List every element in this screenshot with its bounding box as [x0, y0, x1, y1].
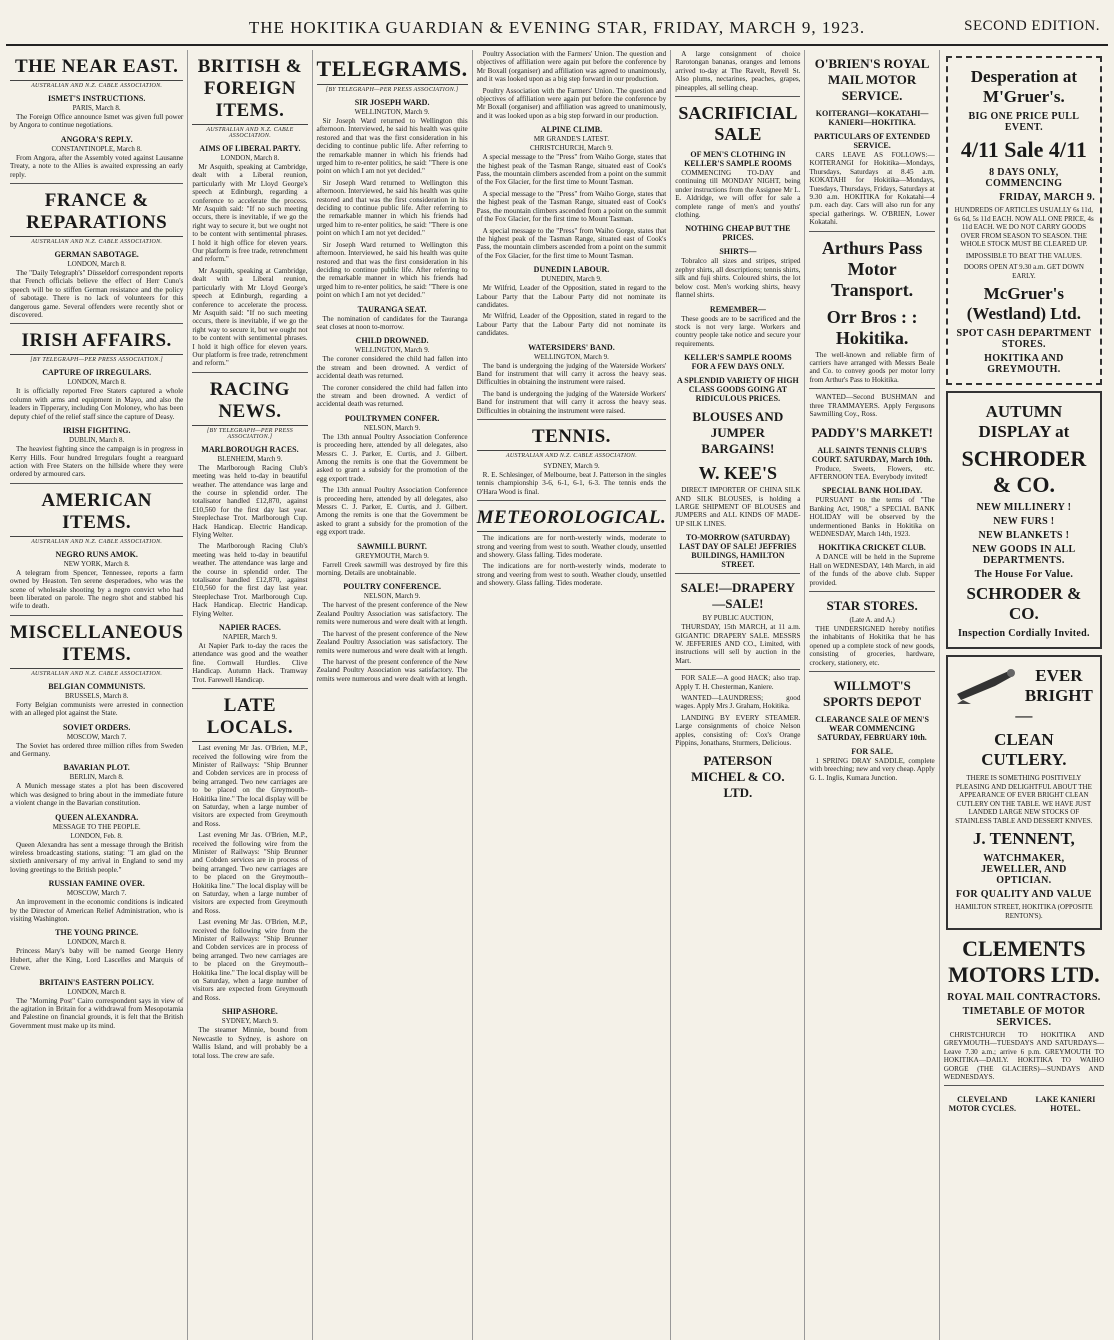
- ad-body: CHRISTCHURCH TO HOKITIKA AND GREYMOUTH—TUESDAYS AND SATURDAYS—Leave 7.30 a.m.; arrive 6 p.m. GREYMOUTH TO HOKITIKA—DAILY. HOKITIKA TO WAIHO GORGE (THE GLACIERS)—SUNDAYS AND WEDNESDAYS.: [943, 1031, 1105, 1082]
- story-body: Poultry Association with the Farmers' Union. The question and objectives of affiliation were again put before the conference by Mr Boxall (organiser) and affiliation was agreed to unanimously, and it was looked upon as a big step forward in our production.: [476, 50, 667, 84]
- columns: [6, 50, 1108, 1340]
- ad-line: REMEMBER—: [709, 304, 766, 314]
- column-7: [940, 50, 1108, 1340]
- ad-line: TIMETABLE OF MOTOR SERVICES.: [962, 1006, 1086, 1028]
- ad-title: CLEMENTS MOTORS LTD.: [948, 936, 1100, 987]
- story-title: SAWMILL BURNT.: [357, 541, 427, 551]
- story-body: The heaviest fighting since the campaign is in progress in Kerry Hills. Four hundred Irregulars fought a rearguard action with Free Staters on the hillside where they were ordered by armoured cars.: [10, 445, 184, 479]
- story-body: A telegram from Spencer, Tennessee, reports a farm owned by Heaston. Ten serene desperadoes, who was the scene of wholesale shooting by a negro convict who had been liberated on parole. The negro shot and stabbed his wife to death.: [10, 568, 184, 611]
- story-body: The indications are for north-westerly winds, moderate to strong and veering from west to south. Weather cloudy, unsettled and showery. Glass falling. Tides moderate.: [476, 562, 667, 588]
- section-heading: METEOROLOGICAL.: [477, 507, 667, 532]
- ad-body: WANTED—LAUNDRESS; good wages. Apply Mrs J. Graham, Hokitika.: [675, 694, 801, 711]
- divider: [10, 483, 183, 484]
- story-title: WATERSIDERS' BAND.: [528, 342, 615, 352]
- story-body: Farrell Creek sawmill was destroyed by fire this morning. Details are unobtainable.: [316, 560, 468, 578]
- ad-subheading: (Late A. and A.): [849, 615, 895, 624]
- ad-line: HOKITIKA AND GREYMOUTH.: [984, 353, 1064, 375]
- divider: [809, 591, 934, 592]
- story-title: POULTRY CONFERENCE.: [343, 582, 441, 592]
- story-title: MARLBOROUGH RACES.: [201, 444, 299, 454]
- column-4: [473, 50, 672, 1340]
- divider: [675, 573, 800, 574]
- story-title: ANGORA'S REPLY.: [60, 134, 133, 144]
- divider: [192, 372, 307, 373]
- ad-body: IMPOSSIBLE TO BEAT THE VALUES.: [965, 251, 1082, 260]
- story-body: The Marlborough Racing Club's meeting was held to-day in beautiful weather. The attendance was large and the course in splendid order. The totalisator handled £12,870, against £10,560 for the first day last year. Steeplechase Trot. Marlborough Cup. Hack Handicap. Electric Handicap. Flying Welter.: [192, 463, 308, 539]
- section-heading: RACING NEWS.: [192, 379, 307, 426]
- ad-line: 4/11 Sale 4/11: [960, 137, 1087, 162]
- ad-body: PURSUANT to the terms of "The Banking Act, 1908," a SPECIAL BANK HOLIDAY will be observed by the undermentioned Banks in Hokitika on WEDNESDAY, March 14th, 1923.: [809, 496, 935, 538]
- ad-firm: McGruer's (Westland) Ltd.: [966, 284, 1082, 323]
- dateline: SYDNEY, March 9.: [543, 462, 600, 470]
- story-body: The harvest of the present conference of the New Zealand Poultry Association was satisfactory. The remits were numerous and were dealt with at length.: [316, 601, 468, 627]
- dateline: WELLINGTON, March 9.: [533, 352, 609, 361]
- ad-line: TO-MORROW (SATURDAY) LAST DAY OF SALE! JEFFRIES BUILDINGS, HAMILTON STREET.: [679, 533, 797, 570]
- ad-body: THERE IS SOMETHING POSITIVELY PLEASING AND DELIGHTFUL ABOUT THE APPEARANCE OF EVER BRIGHT CLEAN CUTLERY ON THE TABLE. WE HAVE JUST LANDED LARGE NEW STOCKS OF STAINLESS TABLE AND DESSERT KNIVES.: [955, 774, 1093, 825]
- story-title: ALPINE CLIMB.: [540, 125, 603, 135]
- story-body: The "Daily Telegraph's" Düsseldorf correspondent reports that French officials believe the effect of Herr Cuno's speech will be to stiffen German resistance and the policy of sabotage. There is no lack of volunteers for this dangerous game. Several offenders were recently shot or discovered.: [10, 269, 184, 320]
- story-body: A special message to the "Press" from Waiho Gorge, states that the highest peak of the Tasman Range, situated east of Cook's Pass, the mountain climbers ascended from a point on the summit of the Fox Glacier, for the first time to Mount Tasman.: [476, 226, 667, 260]
- section-heading: AMERICAN ITEMS.: [10, 490, 183, 537]
- credit-line: AUSTRALIAN AND N.Z. CABLE ASSOCIATION.: [31, 670, 163, 677]
- credit-line: [BY TELEGRAPH—PER PRESS ASSOCIATION.]: [206, 427, 294, 440]
- story-body: The Marlborough Racing Club's meeting was held to-day in beautiful weather. The attendance was large and the course in splendid order. The totalisator handled £12,870, against £10,560 for the first day last year. Steeplechase Trot. Marlborough Cup. Hack Handicap. Electric Handicap. Flying Welter.: [192, 542, 308, 618]
- masthead: [6, 0, 1108, 46]
- story-title: NAPIER RACES.: [219, 623, 281, 633]
- ad-line: Inspection Cordially Invited.: [957, 628, 1090, 639]
- dateline: BERLIN, March 8.: [69, 773, 124, 782]
- column-1: [6, 50, 188, 1340]
- story-body: At Napier Park to-day the races the attendance was good and the weather fine. Cornwall Hurdles. Clive Handicap. Autumn Hack. Tramway Trot. Farewell Handicap.: [192, 642, 308, 684]
- dateline: LONDON, March 8.: [67, 378, 126, 387]
- story-body: Poultry Association with the Farmers' Union. The question and objectives of affiliation were again put before the conference by Mr Boxall (organiser) and affiliation was agreed to unanimously, and it was looked upon as a big step forward in our production.: [476, 86, 667, 120]
- story-title: AIMS OF LIBERAL PARTY.: [199, 144, 301, 153]
- ad-firm: Orr Bros : : Hokitika.: [826, 306, 918, 348]
- story-body: Sir Joseph Ward returned to Wellington this afternoon. Interviewed, he said his health was quite restored and that was the first consideration in his deciding to continue public life. After referring to the remarkable manner in which his friends had urged him to re-enter politics, he said: "There is one point on which I am not yet decided.": [316, 178, 468, 238]
- story-body: The 13th annual Poultry Association Conference is proceeding here, attended by all delegates, also Messrs C. J. Parker, E. Curtis, and J. Gilbert. Among the remits is one that the Government be asked to grant a subsidy for the promotion of the egg export trade.: [316, 486, 468, 537]
- section-heading: TENNIS.: [477, 426, 667, 451]
- section-heading: IRISH AFFAIRS.: [10, 330, 183, 355]
- ad-heading: O'BRIEN'S ROYAL MAIL MOTOR SERVICE.: [814, 56, 930, 103]
- divider: [809, 388, 934, 389]
- ad-line: SHIRTS—: [719, 247, 757, 257]
- ad-heading: CLEVELAND MOTOR CYCLES.: [948, 1095, 1016, 1114]
- ad-body: LANDING BY EVERY STEAMER. Large consignments of choice Nelson apples, consisting of: Cox's Orange Pippins, Jonathans, Sturmers, Delicious.: [675, 713, 801, 748]
- ad-line: SPOT CASH DEPARTMENT STORES.: [956, 328, 1092, 350]
- story-body: A special message to the "Press" from Waiho Gorge, states that the highest peak of the Tasman Range, situated east of Cook's Pass, the mountain climbers ascended from a point on the summit of the Fox Glacier, for the first time to Mount Tasman.: [476, 153, 667, 187]
- story-body: Last evening Mr Jas. O'Brien, M.P., received the following wire from the Minister of Railways: "Ship Brunner and Cobden services are in process of being arranged. Two new carriages are to be placed on the Greymouth–Hokitika line." The local display will be on Saturday, when a large number of visitors are expected from Greymouth and Ross.: [192, 744, 308, 828]
- dateline: GREYMOUTH, March 9.: [355, 551, 429, 560]
- story-body: Last evening Mr Jas. O'Brien, M.P., received the following wire from the Minister of Railways: "Ship Brunner and Cobden services are in process of being arranged. Two new carriages are to be placed on the Greymouth–Hokitika line." The local display will be on Saturday, when a large number of visitors are expected from Greymouth and Ross.: [192, 918, 308, 1002]
- ad-heading: HOKITIKA CRICKET CLUB.: [818, 543, 926, 553]
- dateline: LONDON, March 8.: [67, 260, 126, 269]
- story-title: GERMAN SABOTAGE.: [54, 250, 139, 260]
- divider: [10, 323, 183, 324]
- ad-body: These goods are to be sacrificed and the stock is not very large. Workers and country people take notice and secure your requirements.: [675, 314, 801, 348]
- dateline: LONDON, Feb. 8.: [70, 831, 123, 840]
- story-title: SHIP ASHORE.: [222, 1007, 278, 1017]
- ad-line: 8 DAYS ONLY, COMMENCING: [985, 167, 1063, 189]
- ad-line: NEW FURS !: [993, 516, 1055, 527]
- dateline: BRUSSELS, March 8.: [64, 691, 129, 700]
- story-body: An improvement in the economic conditions is indicated by the Director of American Relief Administration, who is visiting Washington.: [10, 898, 184, 924]
- divider: [477, 419, 667, 420]
- story-body: The 13th annual Poultry Association Conference is proceeding here, attended by all delegates, also Messrs C. J. Parker, E. Curtis, and J. Gilbert. Among the remits is one that the Government be asked to grant a subsidy for the promotion of the egg export trade.: [316, 432, 468, 483]
- ad-body: DOORS OPEN AT 9.30 a.m. GET DOWN EARLY.: [963, 263, 1084, 280]
- credit-line: AUSTRALIAN AND N.Z. CABLE ASSOCIATION.: [31, 538, 163, 545]
- bottom-ads: [944, 1090, 1104, 1114]
- column-2: [188, 50, 312, 1340]
- ad-title: CLEAN CUTLERY.: [981, 730, 1067, 769]
- ad-title: AUTUMN DISPLAY at: [978, 402, 1070, 441]
- dateline: LONDON, March 8.: [220, 154, 280, 162]
- divider: [192, 688, 307, 689]
- ad-line: HAMILTON STREET, HOKITIKA (OPPOSITE RENTON'S).: [955, 903, 1093, 920]
- story-body: Mr Asquith, speaking at Cambridge, dealt with a Liberal reunion, particularly with Mr Lloyd George's speech at Edinburgh, regarding a conference to accelerate the process. Mr Asquith said: "If no such meeting occurs, there is inevitable, if we go the right way to secure it, but we ought not to be content with sentimental phrases. I hold it high office for eleven years. Our platform is free trade, retrenchment and reform.": [192, 163, 308, 264]
- story-title: BRITAIN'S EASTERN POLICY.: [39, 977, 154, 987]
- column-5: [671, 50, 805, 1340]
- story-title: TAURANGA SEAT.: [357, 304, 427, 314]
- ad-body: CARS LEAVE AS FOLLOWS:— KOITERANGI for Hokitika—Mondays, Thursdays, Saturdays at 8.45 a.m. KOKATAHI for Hokitika—Mondays, Tuesdays, Thursdays, Fridays, Saturdays at 9.30 a.m. HOKITIKA for Kokatahi—4 p.m. each day. Cars will also run for any special gatherings. W. O'BRIEN, Lower Kokatahi.: [809, 151, 935, 227]
- story-body: The "Morning Post" Cairo correspondent says in view of the agitation in Britain for a withdrawal from Mesopotamia and Palestine on financial grounds, it is felt that the British Government must make up its mind.: [10, 996, 184, 1030]
- story-body: R. E. Schlesinger, of Melbourne, beat J. Patterson in the singles tennis championship 3-6, 6-1, 6-1, 6-3. The tennis ends the O'Hara Wood is final.: [476, 471, 667, 496]
- story-body: Forty Belgian communists were arrested in connection with an alleged plot against the State.: [10, 700, 184, 718]
- credit-line: [BY TELEGRAPH—PER PRESS ASSOCIATION.]: [30, 357, 164, 364]
- ad-heading: BLOUSES AND JUMPER BARGAINS!: [692, 409, 784, 457]
- section-heading: TELEGRAMS.: [317, 56, 468, 85]
- divider: [477, 500, 667, 501]
- section-heading: MISCELLANEOUS ITEMS.: [10, 622, 183, 669]
- story-body: The coroner considered the child had fallen into the stream and been drowned. A verdict of accidental death was returned.: [316, 383, 468, 409]
- story-body: Last evening Mr Jas. O'Brien, M.P., received the following wire from the Minister of Railways: "Ship Brunner and Cobden services are in process of being arranged. Two new carriages are to be placed on the Greymouth–Hokitika line." The local display will be on Saturday, when a large number of visitors are expected from Greymouth and Ross.: [192, 831, 308, 915]
- story-title: DUNEDIN LABOUR.: [533, 265, 610, 275]
- ad-line: NEW MILLINERY !: [976, 502, 1072, 513]
- credit-line: AUSTRALIAN AND N.Z. CABLE ASSOCIATION.: [31, 83, 163, 89]
- masthead-title: THE HOKITIKA GUARDIAN & EVENING STAR, FRIDAY, MARCH 9, 1923.: [248, 18, 866, 37]
- story-title: CAPTURE OF IRREGULARS.: [42, 368, 152, 378]
- story-body: The steamer Minnie, bound from Newcastle to Sydney, is ashore on Wallis Island, and will probably be a total loss. The crew are safe.: [192, 1026, 308, 1060]
- credit-line: AUSTRALIAN AND N.Z. CABLE ASSOCIATION.: [31, 239, 163, 246]
- dateline: LONDON, March 8.: [67, 938, 126, 947]
- ad-heading: Arthurs Pass Motor Transport.: [821, 237, 923, 300]
- ad-body: Tobralco all sizes and stripes, striped zephyr shirts, all descriptions; tennis shirts, silk and fuji shirts. Coloured shirts, the lot below cost. Men's working shirts, heavy flannel shirts.: [675, 257, 801, 300]
- story-body: Sir Joseph Ward returned to Wellington this afternoon. Interviewed, he said his health was quite restored and that was the first consideration in his deciding to continue public life. After referring to the remarkable manner in which his friends had urged him to re-enter politics, he said: "There is one point on which I am not yet decided.": [316, 240, 468, 300]
- ad-firm: J. TENNENT,: [972, 829, 1075, 848]
- story-body: Mr Wilfrid, Leader of the Opposition, stated in regard to the Labour Party that the Labour Party did not nominate its candidates.: [476, 284, 667, 309]
- divider: [675, 669, 800, 670]
- dateline: MOSCOW, March 7.: [66, 889, 127, 898]
- story-title: POULTRYMEN CONFER.: [344, 413, 440, 423]
- credit-line: AUSTRALIAN AND N.Z. CABLE ASSOCIATION.: [505, 453, 638, 459]
- column-6: [805, 50, 939, 1340]
- ad-firm: PATERSON MICHEL & CO. LTD.: [691, 753, 785, 801]
- credit-line: AUSTRALIAN AND N.Z. CABLE ASSOCIATION.: [206, 127, 294, 139]
- section-heading: FRANCE & REPARATIONS: [10, 190, 183, 237]
- ad-body: Produce, Sweets, Flowers, etc. AFTERNOON TEA. Everybody invited!: [809, 464, 935, 481]
- story-body: The indications are for north-westerly winds, moderate to strong and veering from west to south. Weather cloudy, unsettled and showery. Glass falling. Tides moderate.: [476, 534, 667, 560]
- cutlery-lamp-icon: [953, 664, 1017, 704]
- ad-line: NEW BLANKETS !: [978, 530, 1070, 541]
- ad-title: SCHRODER & CO.: [961, 446, 1087, 497]
- ad-title: EVER BRIGHT—: [1015, 666, 1093, 725]
- story-body: The harvest of the present conference of the New Zealand Poultry Association was satisfactory. The remits were numerous and were dealt with at length.: [316, 629, 468, 655]
- section-heading: THE NEAR EAST.: [10, 56, 183, 81]
- ad-heading: SALE!—DRAPERY—SALE!: [680, 580, 796, 612]
- ad-line: NEW GOODS IN ALL DEPARTMENTS.: [972, 544, 1076, 566]
- dateline: WELLINGTON, March 9.: [354, 108, 430, 116]
- dateline: NAPIER, March 9.: [222, 633, 277, 642]
- ad-body: THURSDAY, 15th MARCH, at 11 a.m. GIGANTIC DRAPERY SALE. MESSRS W. JEFFERIES AND CO., Limited, with instructions will sell by auction in the Mart.: [675, 623, 801, 665]
- ad-body: The well-known and reliable firm of carriers have arranged with Messrs Beale and Co. to convey goods per motor lorry from Arthur's Pass to Hokitika.: [809, 350, 935, 384]
- section-heading: LATE LOCALS.: [192, 695, 307, 742]
- dateline: MOSCOW, March 7.: [66, 732, 127, 741]
- story-body: Princess Mary's baby will be named George Henry Hubert, after the King, Lord Lascelles and Marquis of Crewe.: [10, 947, 184, 973]
- ad-line: KELLER'S SAMPLE ROOMS FOR A FEW DAYS ONLY.: [684, 353, 792, 372]
- story-title: QUEEN ALEXANDRA.: [55, 812, 139, 822]
- ad-body: COMMENCING TO-DAY and continuing till MONDAY NIGHT, being under instructions from the Assignee Mr L. E. Aldridge, we will offer for sale a complete range of men's and youths' clothing.: [675, 169, 801, 220]
- story-subtitle: MR GRANDE'S LATEST.: [533, 135, 610, 144]
- ad-line: WATCHMAKER, JEWELLER, AND OPTICIAN.: [981, 853, 1067, 886]
- dateline: DUNEDIN, March 9.: [541, 275, 602, 284]
- ad-line: The House For Value.: [974, 569, 1074, 580]
- ad-heading: STAR STORES.: [826, 597, 918, 613]
- ad-body: A DANCE will be held in the Supreme Hall on WEDNESDAY, 14th March, in aid of the funds of the above club. Supper provided.: [809, 553, 935, 587]
- story-title: CHILD DROWNED.: [355, 336, 429, 346]
- story-title: THE YOUNG PRINCE.: [55, 928, 139, 938]
- story-body: The band is undergoing the judging of the Waterside Workers' Band for instrument that will carry it across the heavy seas. Difficulties in obtaining the instrument were raised.: [476, 389, 667, 415]
- ad-subheading: PARTICULARS OF EXTENDED SERVICE.: [814, 132, 931, 150]
- clements-ad: [944, 936, 1104, 1081]
- story-title: IRISH FIGHTING.: [62, 426, 131, 436]
- ad-heading: LAKE KANIERI HOTEL.: [1035, 1095, 1096, 1114]
- divider: [675, 96, 800, 97]
- story-body: Sir Joseph Ward returned to Wellington this afternoon. Interviewed, he said his health was quite restored and that was the first consideration in his deciding to continue public life. After referring to the remarkable manner in which his friends had urged him to re-enter politics, he said: "There is one point on which I am not yet decided.": [316, 117, 468, 176]
- dateline: SYDNEY, March 9.: [221, 1017, 279, 1026]
- ad-heading: SPECIAL BANK HOLIDAY.: [822, 486, 923, 496]
- divider: [809, 231, 934, 232]
- schroder-ad: [946, 391, 1102, 649]
- ad-firm: SCHRODER & CO.: [966, 584, 1082, 623]
- ad-line: ALL SAINTS TENNIS CLUB'S COURT. SATURDAY, March 10th.: [811, 445, 933, 464]
- section-heading: BRITISH & FOREIGN ITEMS.: [192, 56, 307, 125]
- ad-line: BIG ONE PRICE PULL EVENT.: [968, 111, 1080, 133]
- dateline: DUBLIN, March 8.: [69, 436, 125, 445]
- story-title: BAVARIAN PLOT.: [63, 763, 130, 773]
- dateline: CHRISTCHURCH, March 9.: [530, 144, 613, 153]
- ad-body: A large consignment of choice Rarotongan bananas, oranges and lemons arrived to-day at The Ravelt, Revell St. Also plums, nectarines, peaches, grapes, pineapples, all selling cheap.: [675, 50, 801, 92]
- ad-line: NOTHING CHEAP BUT THE PRICES.: [685, 224, 791, 243]
- ad-body: 1 SPRING DRAY SADDLE, complete with breeching; new and very cheap. Apply G. L. Inglis, Kumara Junction.: [809, 757, 935, 782]
- story-body: The coroner considered the child had fallen into the stream and been drowned. A verdict of accidental death was returned.: [316, 355, 468, 381]
- story-body: The Foreign Office announce Ismet was given full power by Angora to continue negotiations.: [10, 113, 184, 130]
- ad-subheading: OF MEN'S CLOTHING IN KELLER'S SAMPLE ROOMS: [684, 150, 792, 169]
- divider: [10, 183, 183, 184]
- ad-body: DIRECT IMPORTER OF CHINA SILK AND SILK BLOUSES, is holding a LARGE SHIPMENT OF BLOUSES and JUMPERS and ALL KINDS OF MADE-UP SILK LINES.: [675, 486, 801, 528]
- dateline: LONDON, March 8.: [67, 987, 126, 996]
- story-body: A Munich message states a plot has been discovered which was designed to bring about in the immediate future a violent change in the Bavarian constitution.: [10, 782, 184, 808]
- ad-heading: SACRIFICIAL SALE: [678, 103, 798, 145]
- story-body: Mr Asquith, speaking at Cambridge, dealt with a Liberal reunion, particularly with Mr Lloyd George's speech at Edinburgh, regarding a conference to accelerate the process. Mr Asquith said: "If no such meeting occurs, there is inevitable, if we go the right way to secure it, but we ought not to be content with sentimental phrases. I hold it high office for eleven years. Our platform is free trade, retrenchment and reform.": [192, 266, 308, 368]
- story-body: Mr Wilfrid, Leader of the Opposition, stated in regard to the Labour Party that the Labour Party did not nominate its candidates.: [476, 312, 667, 338]
- story-title: SOVIET ORDERS.: [62, 722, 131, 732]
- story-title: RUSSIAN FAMINE OVER.: [48, 879, 145, 889]
- ad-body: WANTED—Second BUSHMAN and three TRAMMAYERS. Apply Fergusons Sawmilling Coy., Ross.: [809, 393, 935, 419]
- ad-line: FRIDAY, MARCH 9.: [999, 192, 1096, 203]
- story-body: A special message to the "Press" from Waiho Gorge, states that the highest peak of the Tasman Range, situated east of Cook's Pass, the mountain climbers ascended from a point on the summit of the Fox Glacier, for the first time to Mount Tasman.: [476, 189, 667, 224]
- dateline: NELSON, March 9.: [363, 592, 421, 601]
- dateline: CONSTANTINOPLE, March 8.: [51, 144, 142, 153]
- dateline: NELSON, March 9.: [363, 423, 421, 432]
- divider: [944, 1085, 1104, 1086]
- story-title: SIR JOSEPH WARD.: [354, 98, 430, 107]
- dateline: BLENHEIM, March 9.: [217, 454, 283, 463]
- ad-subheading: CLEARANCE SALE OF MEN'S WEAR COMMENCING SATURDAY, FEBRUARY 10th.: [815, 715, 929, 742]
- ad-body: THE UNDERSIGNED hereby notifies the inhabitants of Hokitika that he has opened up a complete stock of new goods, consisting of groceries, hardware, crockery, stationery, etc.: [809, 624, 935, 667]
- divider: [10, 615, 183, 616]
- dateline: WELLINGTON, March 9.: [354, 346, 430, 355]
- ad-line: ROYAL MAIL CONTRACTORS.: [947, 992, 1101, 1003]
- story-body: From Angora, after the Assembly voted against Lausanne Treaty, a note to the Allies is awaited expressing an early reply.: [10, 153, 184, 179]
- ad-heading: WILLMOT'S SPORTS DEPOT: [823, 678, 922, 709]
- story-body: The nomination of candidates for the Tauranga seat closes at noon to-morrow.: [316, 314, 468, 331]
- story-body: The band is undergoing the judging of the Waterside Workers' Band for instrument that will carry it across the heavy seas. Difficulties in obtaining the instrument were raised.: [476, 361, 667, 387]
- edition-label: SECOND EDITION.: [964, 18, 1100, 34]
- ad-line: BY PUBLIC AUCTION,: [702, 614, 774, 623]
- ad-line: A SPLENDID VARIETY OF HIGH CLASS GOODS GOING AT RIDICULOUS PRICES.: [676, 376, 799, 404]
- story-body: The harvest of the present conference of the New Zealand Poultry Association was satisfactory. The remits were numerous and were dealt with at length.: [316, 657, 468, 683]
- ad-subheading: KOITERANGI—KOKATAHI—KANIERI—HOKITIKA.: [815, 109, 929, 127]
- ad-body: FOR SALE—A good HACK; also trap. Apply T. H. Chesterman, Kaniere.: [675, 674, 801, 691]
- story-subtitle: MESSAGE TO THE PEOPLE.: [52, 822, 141, 831]
- story-title: ISMET'S INSTRUCTIONS.: [47, 94, 146, 103]
- story-title: NEGRO RUNS AMOK.: [55, 549, 138, 559]
- divider: [809, 671, 934, 672]
- ad-body: HUNDREDS OF ARTICLES USUALLY 6s 11d, 6s 6d, 5s 11d EACH. NOW ALL ONE PRICE, 4s 11d EACH. WE DO NOT CARRY GOODS OVER FROM SEASON TO SEASON. THE WHOLE STOCK MUST BE CLEARED UP.: [953, 206, 1094, 248]
- story-body: It is officially reported Free Staters captured a whole column with arms and equipment in Mayo, and also the leaders in Tipperary, including Con Moloney, who has been deputy chief of the relief staff since the capture of Deasy.: [10, 387, 184, 421]
- story-body: Queen Alexandra has sent a message through the British wireless broadcasting stations, stating: "I am glad on the sixtieth anniversary of my arrival in England to send my loving greetings to the British people.": [10, 840, 184, 874]
- column-3: [313, 50, 473, 1340]
- credit-line: [BY TELEGRAPH—PER PRESS ASSOCIATION.]: [325, 87, 459, 93]
- dateline: NEW YORK, March 8.: [63, 559, 130, 568]
- ad-heading: PADDY'S MARKET!: [811, 424, 933, 440]
- tennent-ad: [946, 655, 1102, 930]
- mcgruers-ad: [946, 56, 1102, 385]
- story-title: BELGIAN COMMUNISTS.: [48, 681, 146, 691]
- story-body: The Soviet has ordered three million rifles from Sweden and Germany.: [10, 741, 184, 758]
- ad-firm: W. KEE'S: [698, 463, 778, 484]
- dateline: PARIS, March 8.: [72, 104, 121, 112]
- ad-title: Desperation at M'Gruer's.: [970, 67, 1077, 106]
- ad-heading: FOR SALE.: [851, 747, 893, 756]
- ad-line: FOR QUALITY AND VALUE: [955, 889, 1092, 900]
